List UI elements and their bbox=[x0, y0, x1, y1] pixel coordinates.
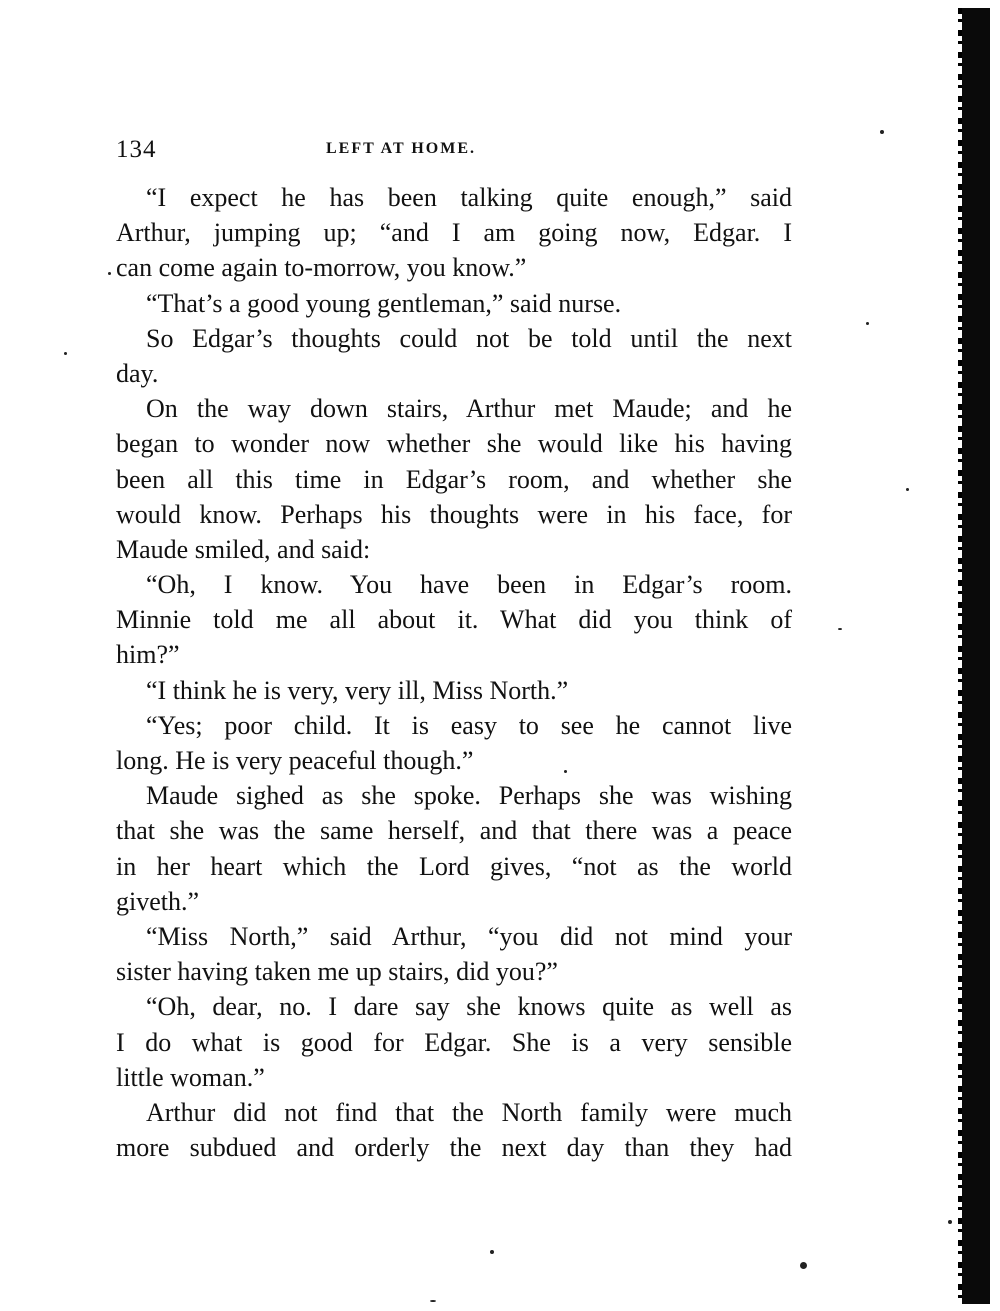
text-line: little woman.” bbox=[116, 1062, 265, 1092]
text-line: in her heart which the Lord gives, “not as the world bbox=[116, 851, 792, 881]
text-line: Maude sighed as she spoke. Perhaps she was wishing bbox=[146, 781, 792, 811]
scan-speck bbox=[906, 488, 909, 491]
running-head bbox=[116, 136, 796, 166]
scan-speck bbox=[490, 1250, 494, 1254]
text-line: would know. Perhaps his thoughts were in his face, for bbox=[116, 499, 792, 529]
text-line: “I expect he has been talking quite enough,” said bbox=[146, 183, 792, 212]
text-line: began to wonder now whether she would like his having bbox=[116, 429, 792, 459]
scan-speck bbox=[880, 130, 884, 134]
text-line: “I think he is very, very ill, Miss North.” bbox=[146, 675, 569, 705]
text-line: “Miss North,” said Arthur, “you did not mind your bbox=[146, 921, 792, 951]
running-title: LEFT AT HOME. bbox=[325, 140, 477, 157]
text-line: long. He is very peaceful though.” bbox=[116, 746, 474, 775]
text-line: Maude smiled, and said: bbox=[116, 534, 371, 564]
text-line: giveth.” bbox=[116, 886, 200, 916]
text-line: Minnie told me all about it. What did you think of bbox=[116, 605, 792, 635]
scan-speck bbox=[948, 1220, 952, 1224]
text-line: sister having taken me up stairs, did you?” bbox=[116, 957, 558, 987]
scan-speck bbox=[108, 272, 111, 275]
text-line: Arthur did not find that the North family were much bbox=[146, 1097, 792, 1127]
scan-speck bbox=[564, 770, 567, 773]
page-number: 134 bbox=[116, 136, 157, 163]
binding-shadow bbox=[962, 8, 990, 1304]
text-line: can come again to-morrow, you know.” bbox=[116, 253, 527, 283]
scan-speck bbox=[430, 1300, 436, 1302]
text-line: So Edgar’s thoughts could not be told until the next bbox=[146, 323, 792, 353]
body-text bbox=[116, 180, 792, 1165]
scan-speck bbox=[866, 322, 869, 325]
text-line: more subdued and orderly the next day than they had bbox=[116, 1133, 792, 1163]
text-line: Arthur, jumping up; “and I am going now, Edgar. I bbox=[116, 218, 792, 248]
scan-speck bbox=[800, 1262, 807, 1269]
text-line: day. bbox=[116, 358, 159, 388]
text-line: I do what is good for Edgar. She is a very sensible bbox=[116, 1027, 792, 1057]
scan-speck bbox=[838, 628, 842, 630]
text-line: On the way down stairs, Arthur met Maude; and he bbox=[146, 394, 792, 424]
text-line: that she was the same herself, and that there was a peace bbox=[116, 816, 792, 846]
text-line: “Oh, I know. You have been in Edgar’s room. bbox=[146, 570, 792, 600]
text-line: “Oh, dear, no. I dare say she knows quite as well as bbox=[146, 992, 792, 1022]
text-line: “Yes; poor child. It is easy to see he cannot live bbox=[146, 710, 792, 740]
scan-speck bbox=[64, 352, 67, 355]
text-line: him?” bbox=[116, 640, 180, 670]
text-line: “That’s a good young gentleman,” said nurse. bbox=[146, 288, 622, 318]
text-line: been all this time in Edgar’s room, and whether she bbox=[116, 464, 792, 494]
